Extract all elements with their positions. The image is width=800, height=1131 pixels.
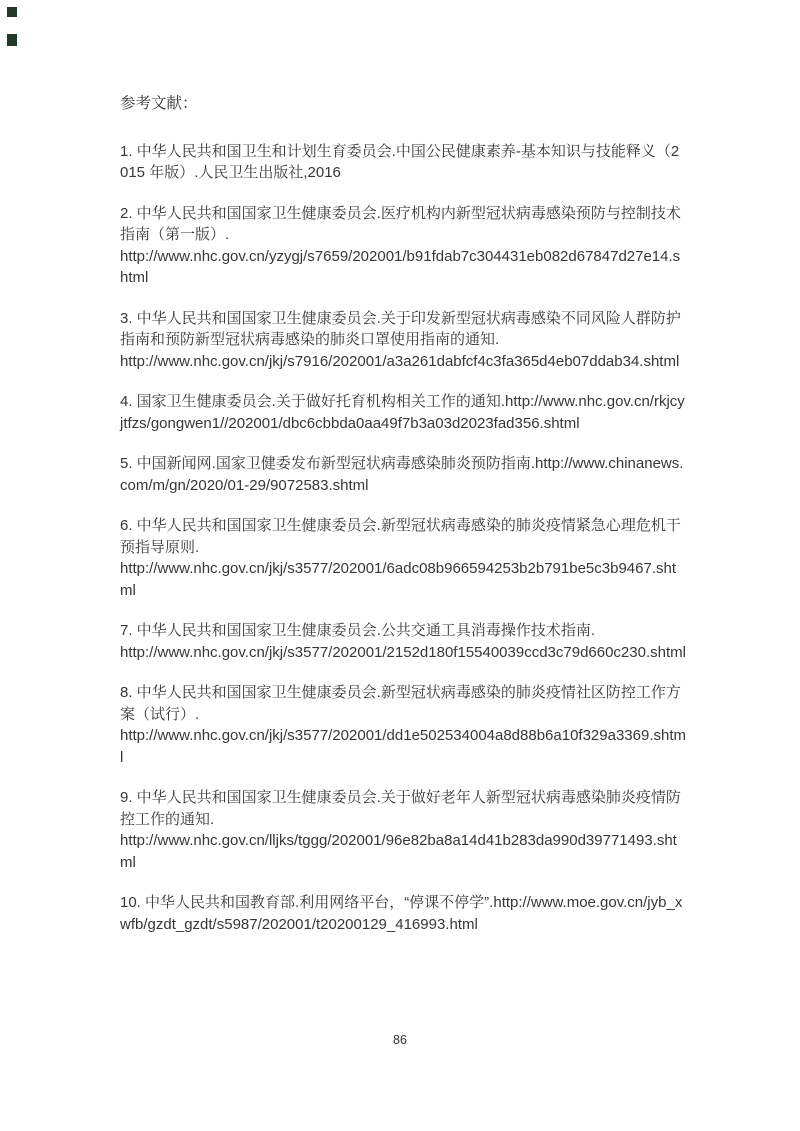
reference-item (120, 391, 687, 434)
reference-text: 5. 中国新闻网.国家卫健委发布新型冠状病毒感染肺炎预防指南.http://www.chinanews.com/m/gn/2020/01-29/9072583.shtml (120, 455, 684, 494)
reference-item (120, 787, 687, 873)
reference-text: 3. 中华人民共和国国家卫生健康委员会.关于印发新型冠状病毒感染不同风险人群防护指南和预防新型冠状病毒感染的肺炎口罩使用指南的通知. (120, 309, 681, 348)
page-number: 86 (393, 1033, 407, 1047)
reference-url: http://www.nhc.gov.cn/jkj/s3577/202001/dd1e502534004a8d88b6a10f329a3369.shtml (120, 727, 687, 766)
references-heading: 参考文献： (120, 95, 198, 112)
reference-url: http://www.nhc.gov.cn/jkj/s3577/202001/6adc08b966594253b2b791be5c3b9467.shtml (120, 560, 676, 599)
reference-url: http://www.nhc.gov.cn/yzygj/s7659/202001/b91fdab7c304431eb082d67847d27e14.shtml (120, 247, 681, 286)
reference-item (120, 141, 687, 184)
references-section (120, 93, 687, 954)
reference-item (120, 203, 687, 289)
reference-text: 8. 中华人民共和国国家卫生健康委员会.新型冠状病毒感染的肺炎疫情社区防控工作方案（试行）. (120, 684, 681, 723)
reference-text: 1. 中华人民共和国卫生和计划生育委员会.中国公民健康素养-基本知识与技能释义（2015 年版）.人民卫生出版社,2016 (120, 142, 680, 181)
reference-url: http://www.nhc.gov.cn/jkj/s3577/202001/2152d180f15540039ccd3c79d660c230.shtml (120, 643, 686, 661)
reference-item (120, 515, 687, 601)
reference-item (120, 682, 687, 768)
reference-url: http://www.nhc.gov.cn/lljks/tggg/202001/96e82ba8a14d41b283da990d39771493.shtml (120, 832, 677, 871)
reference-text: 4. 国家卫生健康委员会.关于做好托育机构相关工作的通知.http://www.nhc.gov.cn/rkjcyjtfzs/gongwen1//202001/dbc6cbbda0aa49f7b3a03d2023fad356.shtml (120, 393, 685, 432)
page-footer (0, 1031, 800, 1049)
page-artifact-mark (7, 7, 17, 17)
page-artifact-mark (7, 34, 17, 46)
reference-url: http://www.nhc.gov.cn/jkj/s7916/202001/a3a261dabfcf4c3fa365d4eb07ddab34.shtml (120, 352, 680, 370)
reference-text: 10. 中华人民共和国教育部.利用网络平台，“停课不停学”.http://www.moe.gov.cn/jyb_xwfb/gzdt_gzdt/s5987/202001/t20200129_416993.html (120, 894, 683, 933)
reference-text: 7. 中华人民共和国国家卫生健康委员会.公共交通工具消毒操作技术指南. (120, 622, 596, 639)
references-list (120, 141, 687, 936)
reference-text: 9. 中华人民共和国国家卫生健康委员会.关于做好老年人新型冠状病毒感染肺炎疫情防控工作的通知. (120, 789, 681, 828)
reference-item (120, 308, 687, 373)
reference-text: 2. 中华人民共和国国家卫生健康委员会.医疗机构内新型冠状病毒感染预防与控制技术指南（第一版）. (120, 204, 681, 243)
reference-item (120, 892, 687, 935)
reference-item (120, 620, 687, 663)
reference-text: 6. 中华人民共和国国家卫生健康委员会.新型冠状病毒感染的肺炎疫情紧急心理危机干预指导原则. (120, 517, 681, 556)
reference-item (120, 453, 687, 496)
